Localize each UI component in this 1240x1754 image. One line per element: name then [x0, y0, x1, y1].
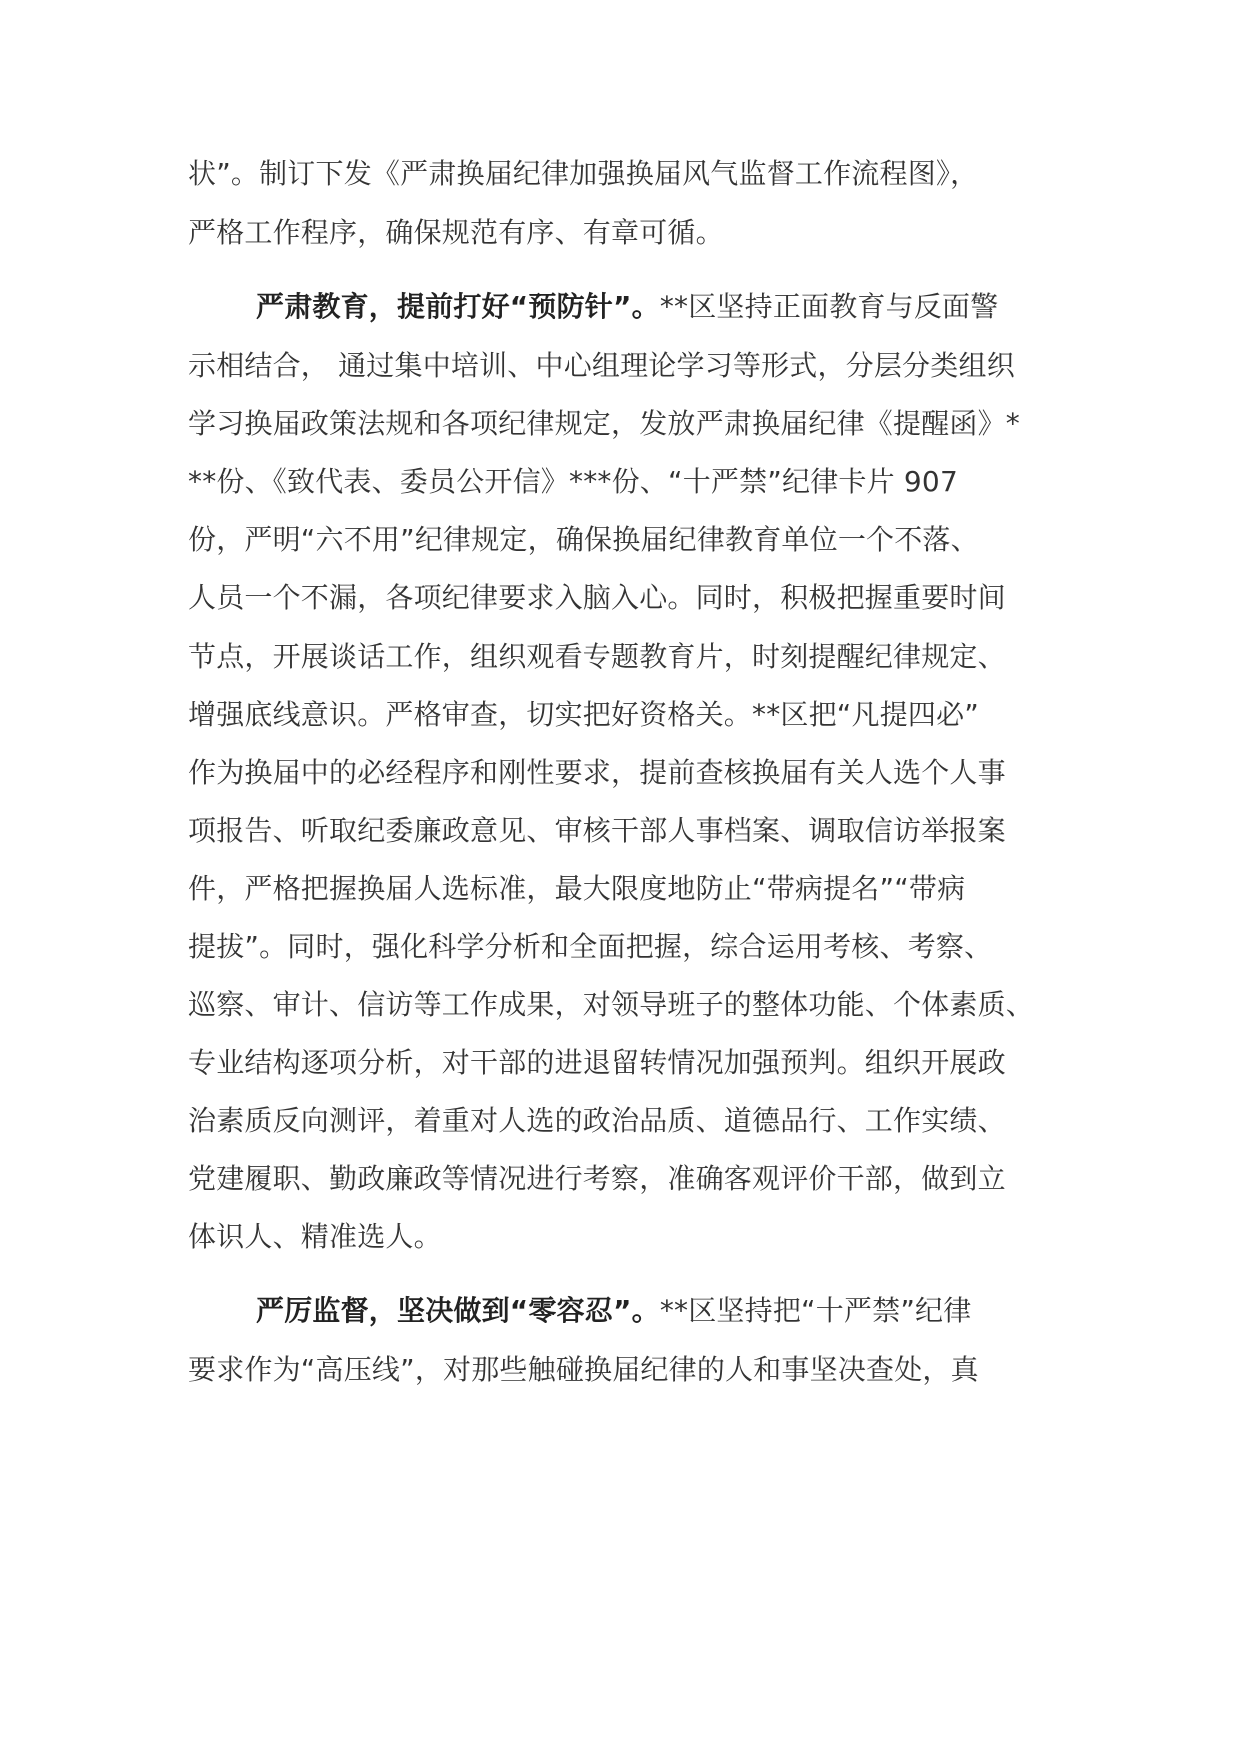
paragraph-first-line — [256, 287, 1068, 327]
body-text-line: 提拔”。同时，强化科学分析和全面把握，综合运用考核、考察、 — [188, 930, 993, 963]
body-text-span: **区坚持把“十严禁”纪律 — [659, 1294, 972, 1327]
body-text-line: 治素质反向测评，着重对人选的政治品质、道德品行、工作实绩、 — [188, 1104, 1006, 1137]
body-text-line: 作为换届中的必经程序和刚性要求，提前查核换届有关人选个人事 — [188, 756, 1006, 789]
body-text-line: 专业结构逐项分析，对干部的进退留转情况加强预判。组织开展政 — [188, 1046, 1006, 1079]
body-text-line: 巡察、审计、信访等工作成果，对领导班子的整体功能、个体素质、 — [188, 988, 1035, 1021]
body-text-line: 严格工作程序，确保规范有序、有章可循。 — [188, 216, 724, 249]
paragraph-heading: 严肃教育，提前打好“预防针”。 — [256, 290, 660, 323]
body-text-line: 示相结合， 通过集中培训、中心组理论学习等形式，分层分类组织 — [188, 349, 1015, 382]
body-text-line: 要求作为“高压线”，对那些触碰换届纪律的人和事坚决查处，真 — [188, 1353, 979, 1386]
body-text-span: **区坚持正面教育与反面警 — [659, 290, 999, 323]
body-text-line: 件，严格把握换届人选标准，最大限度地防止“带病提名”“带病 — [188, 872, 966, 905]
body-text-line: 增强底线意识。严格审查，切实把好资格关。**区把“凡提四必” — [188, 698, 980, 731]
body-text-line: 人员一个不漏，各项纪律要求入脑入心。同时，积极把握重要时间 — [188, 581, 1006, 614]
paragraph-first-line — [256, 1291, 1068, 1331]
paragraph-heading: 严厉监督，坚决做到“零容忍”。 — [256, 1294, 660, 1327]
body-text-line: 体识人、精准选人。 — [188, 1220, 442, 1253]
body-text-line: 项报告、听取纪委廉政意见、审核干部人事档案、调取信访举报案 — [188, 814, 1006, 847]
body-text-line: 党建履职、勤政廉政等情况进行考察，准确客观评价干部，做到立 — [188, 1162, 1006, 1195]
body-text-line: **份、《致代表、委员公开信》***份、“十严禁”纪律卡片 907 — [188, 465, 958, 498]
body-text-line: 状”。制订下发《严肃换届纪律加强换届风气监督工作流程图》， — [188, 157, 979, 190]
body-text-line: 节点，开展谈话工作，组织观看专题教育片，时刻提醒纪律规定、 — [188, 640, 1006, 673]
body-text-line: 学习换届政策法规和各项纪律规定，发放严肃换届纪律《提醒函》* — [188, 407, 1021, 440]
body-text-line: 份，严明“六不用”纪律规定，确保换届纪律教育单位一个不落、 — [188, 523, 979, 556]
